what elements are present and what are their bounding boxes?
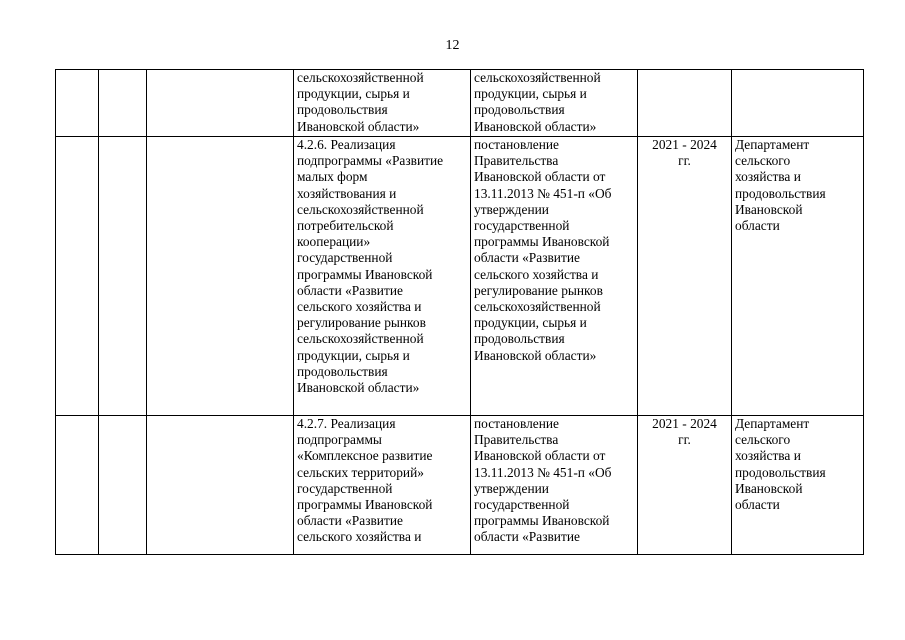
cell-text-line: области «Развитие [297, 513, 403, 529]
cell-text-line: утверждении [474, 201, 549, 217]
cell-text-line: сельскохозяйственной [474, 70, 601, 85]
cell-text-line: Ивановской области» [297, 380, 420, 396]
activity-cell [294, 416, 471, 555]
document-cell [471, 70, 638, 137]
empty-cell [147, 70, 294, 137]
document-cell [471, 137, 638, 416]
cell-text-line: Ивановской [735, 480, 803, 496]
cell-text-line: 2021 - 2024 [652, 137, 717, 152]
cell-text-line: 13.11.2013 № 451-п «Об [474, 185, 612, 201]
cell-text-line: государственной [474, 497, 570, 513]
cell-text-line: области «Развитие [474, 529, 580, 545]
cell-text-line: 13.11.2013 № 451-п «Об [474, 464, 612, 480]
cell-text-line: подпрограммы «Развитие [297, 153, 444, 169]
cell-text-line: области «Развитие [297, 282, 403, 298]
cell-text-line: Ивановской области от [474, 448, 606, 464]
row-number-cell [56, 137, 99, 416]
cell-text-line: продовольствия [297, 363, 388, 379]
cell-text-line: кооперации» [297, 234, 371, 250]
empty-cell [99, 137, 147, 416]
row-number-cell [56, 70, 99, 137]
measures-table [55, 69, 864, 555]
cell-text-line: области [735, 497, 780, 513]
empty-cell [99, 70, 147, 137]
activity-cell [294, 137, 471, 416]
cell-text-line: 4.2.7. Реализация [297, 416, 396, 431]
cell-text-line: сельскохозяйственной [474, 299, 601, 315]
cell-text-line: «Комплексное развитие [297, 448, 433, 464]
cell-text-line: гг. [678, 153, 691, 169]
cell-text-line: продовольствия [474, 102, 565, 118]
cell-text-line: программы Ивановской [474, 513, 610, 529]
cell-text-line: Правительства [474, 432, 559, 448]
cell-text-line: Ивановской области» [297, 118, 420, 134]
cell-text-line: сельского хозяйства и [474, 266, 599, 282]
cell-text-line: государственной [474, 218, 570, 234]
cell-text-line: программы Ивановской [297, 497, 433, 513]
table-row [56, 70, 864, 137]
cell-text-line: сельского хозяйства и [297, 529, 422, 545]
cell-text-line: Департамент [735, 137, 810, 152]
empty-cell [99, 416, 147, 555]
cell-text-line: продукции, сырья и [474, 86, 587, 102]
cell-text-line: продукции, сырья и [297, 86, 410, 102]
page-number: 12 [445, 38, 460, 53]
cell-text-line: постановление [474, 137, 560, 152]
empty-cell [147, 416, 294, 555]
cell-text-line: Ивановской [735, 201, 803, 217]
executor-cell [732, 416, 864, 555]
cell-text-line: области «Развитие [474, 250, 580, 266]
cell-text-line: сельского [735, 153, 791, 169]
executor-cell [732, 70, 864, 137]
cell-text-line: подпрограммы [297, 432, 382, 448]
cell-text-line: сельских территорий» [297, 464, 424, 480]
cell-text-line: сельскохозяйственной [297, 201, 424, 217]
cell-text-line: продовольствия [735, 185, 826, 201]
table-row [56, 416, 864, 555]
cell-text-line: регулирование рынков [474, 282, 603, 298]
row-number-cell [56, 416, 99, 555]
cell-text-line: хозяйства и [735, 169, 801, 185]
period-cell [638, 137, 732, 416]
cell-text-line: сельскохозяйственной [297, 70, 424, 85]
cell-text-line: постановление [474, 416, 560, 431]
executor-cell [732, 137, 864, 416]
cell-text-line: гг. [678, 432, 691, 448]
cell-text-line: сельскохозяйственной [297, 331, 424, 347]
cell-text-line: Правительства [474, 153, 559, 169]
cell-text-line: продовольствия [735, 464, 826, 480]
cell-text-line: малых форм [297, 169, 368, 185]
cell-text-line: Ивановской области» [474, 347, 597, 363]
cell-text-line: продукции, сырья и [474, 315, 587, 331]
cell-text-line: регулирование рынков [297, 315, 426, 331]
cell-text-line: продовольствия [297, 102, 388, 118]
period-cell [638, 416, 732, 555]
cell-text-line: утверждении [474, 480, 549, 496]
empty-cell [147, 137, 294, 416]
cell-text-line: Департамент [735, 416, 810, 431]
cell-text-line: Ивановской области» [474, 118, 597, 134]
cell-text-line: программы Ивановской [297, 266, 433, 282]
cell-text-line: продовольствия [474, 331, 565, 347]
cell-text-line: потребительской [297, 218, 394, 234]
cell-text-line: области [735, 218, 780, 234]
cell-text-line: хозяйствования и [297, 185, 397, 201]
table-row [56, 137, 864, 416]
cell-text-line: сельского хозяйства и [297, 299, 422, 315]
cell-text-line: продукции, сырья и [297, 347, 410, 363]
activity-cell [294, 70, 471, 137]
cell-text-line: сельского [735, 432, 791, 448]
cell-text-line: государственной [297, 480, 393, 496]
period-cell [638, 70, 732, 137]
cell-text-line: хозяйства и [735, 448, 801, 464]
cell-text-line: Ивановской области от [474, 169, 606, 185]
cell-text-line: 4.2.6. Реализация [297, 137, 396, 152]
document-cell [471, 416, 638, 555]
cell-text-line: программы Ивановской [474, 234, 610, 250]
cell-text-line: государственной [297, 250, 393, 266]
cell-text-line: 2021 - 2024 [652, 416, 717, 431]
